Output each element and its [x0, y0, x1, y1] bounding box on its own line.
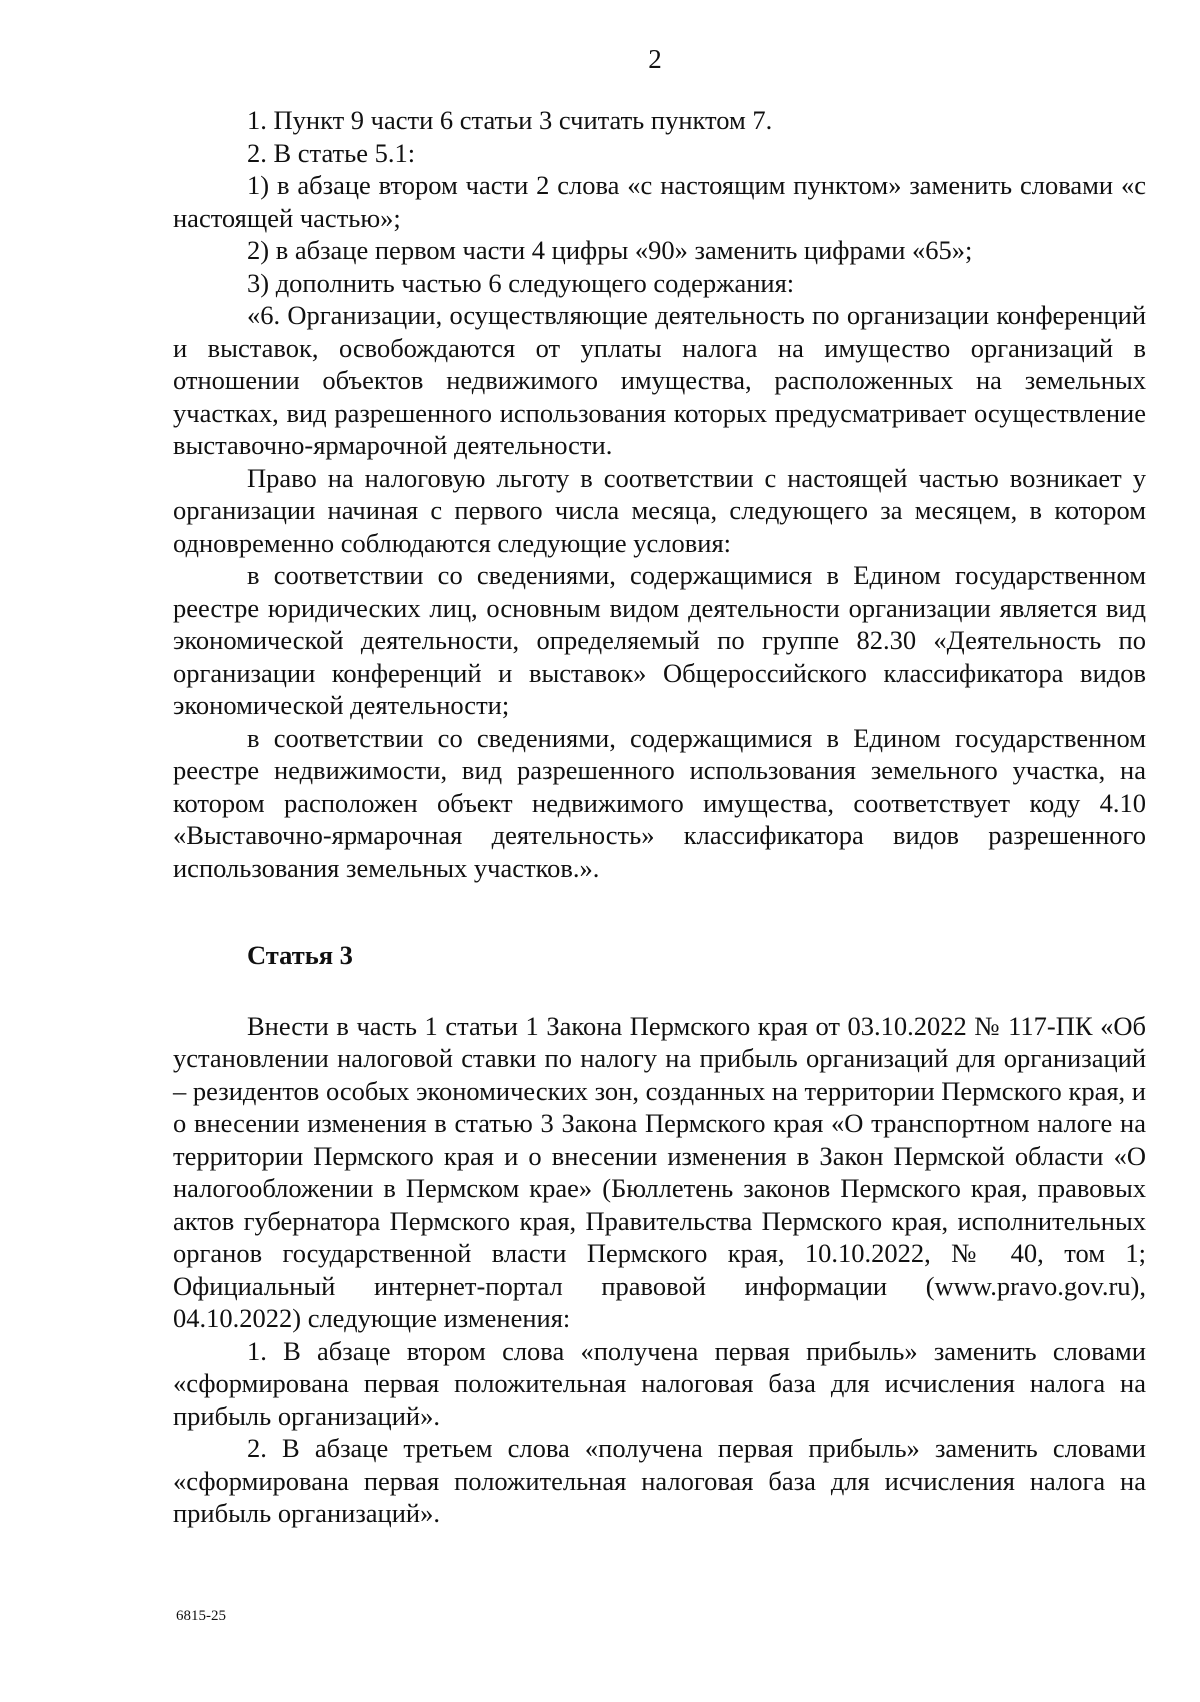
paragraph: 2. В статье 5.1: [247, 137, 416, 168]
paragraph: «6. Организации, осуществляющие деятельность по организации конференций и выставок, освобождаются от уплаты налога на имущество организаций в отношении объектов недвижимого имущества, расположенных на земельных участках, вид разрешенного использования которых предусматривает осуществление выставочно-ярмарочной деятельности. [173, 300, 1146, 460]
paragraph: 3) дополнить частью 6 следующего содержания: [247, 267, 795, 298]
paragraph: Право на налоговую льготу в соответствии с настоящей частью возникает у организации начиная с первого числа месяца, следующего за месяцем, в котором одновременно соблюдаются следующие условия: [173, 462, 1146, 558]
article-heading: Статья 3 [247, 940, 353, 970]
document-code: 6815-25 [176, 1608, 226, 1624]
paragraph: 1) в абзаце втором части 2 слова «с настоящим пунктом» заменить словами «с настоящей частью»; [173, 170, 1146, 233]
paragraph: в соответствии со сведениями, содержащимися в Едином государственном реестре недвижимости, вид разрешенного использования земельного участка, на котором расположен объект недвижимого имущества, соответствует коду 4.10 «Выставочно-ярмарочная деятельность» классификатора видов разрешенного использования земельных участков.». [173, 722, 1146, 883]
paragraph: 2. В абзаце третьем слова «получена первая прибыль» заменить словами «сформирована первая положительная налоговая база для исчисления налога на прибыль организаций». [173, 1433, 1146, 1528]
page-number: 2 [648, 44, 662, 74]
paragraph: 2) в абзаце первом части 4 цифры «90» заменить цифрами «65»; [247, 235, 973, 265]
paragraph: 1. В абзаце втором слова «получена первая прибыль» заменить словами «сформирована первая положительная налоговая база для исчисления налога на прибыль организаций». [173, 1335, 1146, 1431]
document-body [173, 104, 1146, 1530]
paragraph: в соответствии со сведениями, содержащимися в Едином государственном реестре юридических лиц, основным видом деятельности организации является вид экономической деятельности, определяемый по группе 82.30 «Деятельность по организации конференций и выставок» Общероссийского классификатора видов экономической деятельности; [173, 560, 1146, 720]
paragraph: Внести в часть 1 статьи 1 Закона Пермского края от 03.10.2022 № 117-ПК «Об установлении налоговой ставки по налогу на прибыль организаций для организаций – резидентов особых экономических зон, созданных на территории Пермского края, и о внесении изменения в статью 3 Закона Пермского края «О транспортном налоге на территории Пермского края и о внесении изменения в Закон Пермской области «О налогообложении в Пермском крае» (Бюллетень законов Пермского края, правовых актов губернатора Пермского края, Правительства Пермского края, исполнительных органов государственной власти Пермского края, 10.10.2022, № 40, том 1; Официальный интернет-портал правовой информации (www.pravo.gov.ru), 04.10.2022) следующие изменения: [173, 1010, 1146, 1333]
paragraph: 1. Пункт 9 части 6 статьи 3 считать пунктом 7. [247, 105, 773, 135]
